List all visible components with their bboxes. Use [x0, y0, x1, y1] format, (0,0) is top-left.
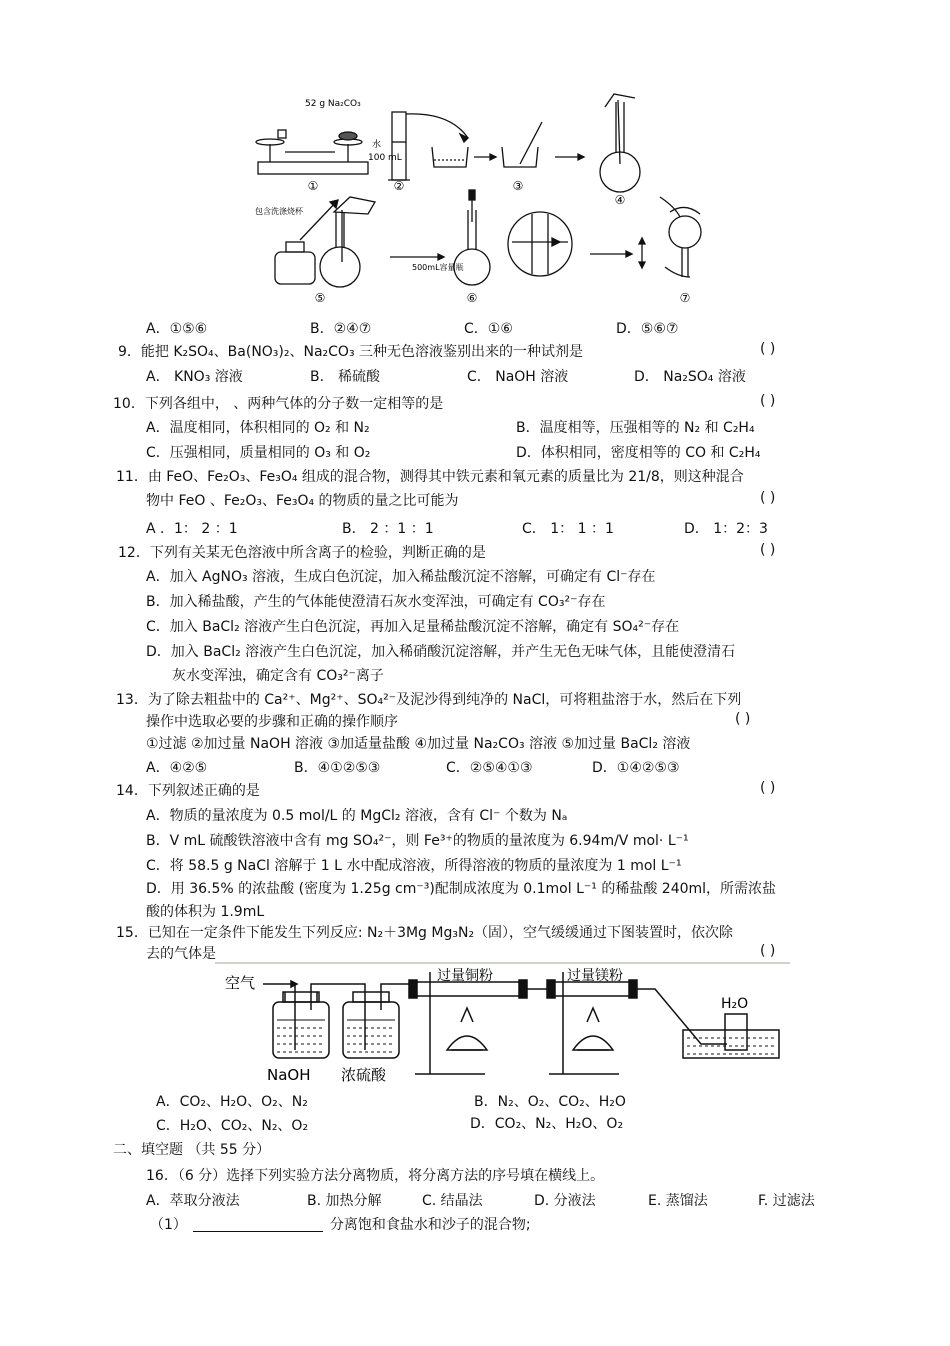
q10-option-c: C．压强相同，质量相同的 O₃ 和 O₂	[146, 445, 371, 461]
q13-answer-paren: ( )	[735, 711, 751, 727]
q15-option-c: C．H₂O、CO₂、N₂、O₂	[156, 1118, 309, 1134]
figure1-step2-label: ②	[393, 179, 405, 193]
q11-stem-line1: 11．由 FeO、Fe₂O₃、Fe₃O₄ 组成的混合物，测得其中铁元素和氧元素的质量比为 21/8，则这种混合	[116, 469, 744, 485]
q11-option-a: A ．1： 2 ：1	[146, 521, 238, 537]
water-label: H₂O	[721, 996, 749, 1012]
q12-option-b: B．加入稀盐酸，产生的气体能使澄清石灰水变浑浊，可确定有 CO₃²⁻存在	[146, 594, 606, 610]
q13-stem-line1: 13．为了除去粗盐中的 Ca²⁺、Mg²⁺、SO₄²⁻及泥沙得到纯净的 NaCl，可将粗盐溶于水，然后在下列	[116, 692, 742, 708]
q16-option-b: B. 加热分解	[307, 1193, 382, 1209]
q8-option-d: D．⑤⑥⑦	[616, 321, 679, 337]
q11-stem-line2: 物中 FeO 、Fe₂O₃、Fe₃O₄ 的物质的量之比可能为	[146, 493, 459, 509]
q8-option-b: B．②④⑦	[310, 321, 372, 337]
q13-option-a: A．④②⑤	[146, 760, 208, 776]
q12-option-a: A．加入 AgNO₃ 溶液，生成白色沉淀，加入稀盐酸沉淀不溶解，可确定有 Cl⁻存在	[146, 569, 656, 585]
q16-stem: 16．（6 分）选择下列实验方法分离物质，将分离方法的序号填在横线上。	[146, 1168, 605, 1184]
figure1-step1-label: ①	[307, 179, 319, 193]
q15-stem-line2: 去的气体是	[146, 946, 216, 962]
q13-stem-line2: 操作中选取必要的步骤和正确的操作顺序	[146, 714, 398, 730]
q12-option-c: C．加入 BaCl₂ 溶液产生白色沉淀，再加入足量稀盐酸沉淀不溶解，确定有 SO₄²⁻存在	[146, 619, 680, 635]
figure1-wash-label: 包含洗涤烧杯	[255, 207, 303, 216]
q15-option-d: D．CO₂、N₂、H₂O、O₂	[470, 1116, 624, 1132]
sulfuric-acid-bottle-label: 浓硫酸	[341, 1066, 387, 1084]
q15-answer-paren: ( )	[760, 943, 776, 959]
q16-option-d: D. 分液法	[534, 1193, 596, 1209]
q9-option-c: C． NaOH 溶液	[467, 369, 569, 385]
q16-option-c: C. 结晶法	[422, 1193, 483, 1209]
q9-answer-paren: ( )	[760, 341, 776, 357]
q16-option-a: A．萃取分液法	[146, 1193, 240, 1209]
q13-option-d: D．①④②⑤③	[592, 760, 680, 776]
q12-option-d-line2: 灰水变浑浊，确定含有 CO₃²⁻离子	[172, 668, 384, 684]
q11-option-b: B． 2 ：1 ：1	[342, 521, 434, 537]
q14-option-b: B．V mL 硫酸铁溶液中含有 mg SO₄²⁻，则 Fe³⁺的物质的量浓度为 6.94m/V mol· L⁻¹	[146, 833, 689, 849]
q13-option-b: B．④①②⑤③	[294, 760, 381, 776]
q13-operations: ①过滤 ②加过量 NaOH 溶液 ③加适量盐酸 ④加过量 Na₂CO₃ 溶液 ⑤加过量 BaCl₂ 溶液	[146, 736, 691, 752]
figure1-volume-label: 100 mL	[368, 153, 402, 163]
figure1-step7-label: ⑦	[679, 291, 691, 305]
figure1-water-label: 水	[372, 140, 382, 150]
q9-stem: 9．能把 K₂SO₄、Ba(NO₃)₂、Na₂CO₃ 三种无色溶液鉴别出来的一种试剂是	[118, 344, 584, 360]
q10-option-a: A．温度相同，体积相同的 O₂ 和 N₂	[146, 420, 370, 436]
figure1-step4-label: ④	[614, 193, 626, 207]
figure1-mass-label: 52 g Na₂CO₃	[305, 99, 361, 109]
figure1-step6-label: ⑥	[466, 291, 478, 305]
q12-stem: 12．下列有关某无色溶液中所含离子的检验，判断正确的是	[118, 545, 486, 561]
q15-option-a: A．CO₂、H₂O、O₂、N₂	[156, 1094, 308, 1110]
q14-option-a: A．物质的量浓度为 0.5 mol/L 的 MgCl₂ 溶液，含有 Cl⁻ 个数为 Nₐ	[146, 808, 568, 824]
q14-option-d-line1: D．用 36.5% 的浓盐酸 (密度为 1.25g cm⁻³)配制成浓度为 0.1mol L⁻¹ 的稀盐酸 240ml，所需浓盐	[146, 881, 777, 897]
q16-sub1-text: 分离饱和食盐水和沙子的混合物;	[329, 1217, 531, 1233]
q10-option-d: D．体积相同，密度相等的 CO 和 C₂H₄	[516, 445, 761, 461]
q15-option-b: B．N₂、O₂、CO₂、H₂O	[474, 1094, 626, 1110]
q11-answer-paren: ( )	[760, 490, 776, 506]
q16-option-e: E. 蒸馏法	[648, 1193, 708, 1209]
q10-option-b: B．温度相等，压强相等的 N₂ 和 C₂H₄	[516, 420, 755, 436]
q10-answer-paren: ( )	[760, 393, 776, 409]
solution-preparation-figure	[250, 92, 720, 307]
q9-option-d: D． Na₂SO₄ 溶液	[634, 369, 746, 385]
q11-option-c: C． 1： 1 ：1	[522, 521, 614, 537]
q16-sub1	[150, 1214, 531, 1234]
figure1-step5-label: ⑤	[314, 291, 326, 305]
q14-option-c: C．将 58.5 g NaCl 溶解于 1 L 水中配成溶液，所得溶液的物质的量浓度为 1 mol L⁻¹	[146, 858, 682, 874]
q8-option-c: C．①⑥	[464, 321, 513, 337]
q16-sub1-number: （1）	[150, 1217, 187, 1233]
q14-option-d-line2: 酸的体积为 1.9mL	[146, 904, 265, 920]
q12-option-d-line1: D．加入 BaCl₂ 溶液产生白色沉淀，加入稀硝酸沉淀溶解，并产生无色无味气体，且能使澄清石	[146, 644, 736, 660]
magnesium-powder-label: 过量镁粉	[567, 968, 623, 984]
naoh-bottle-label: NaOH	[267, 1066, 311, 1084]
copper-powder-label: 过量铜粉	[437, 968, 493, 984]
q14-stem: 14．下列叙述正确的是	[116, 783, 260, 799]
q15-stem-line1: 15．已知在一定条件下能发生下列反应: N₂＋3Mg Mg₃N₂（固），空气缓缓通过下图装置时，依次除	[116, 925, 734, 941]
q11-option-d: D． 1：2：3	[684, 521, 768, 537]
section-2-heading: 二、填空题 （共 55 分）	[113, 1142, 271, 1158]
q14-answer-paren: ( )	[760, 780, 776, 796]
q12-answer-paren: ( )	[760, 542, 776, 558]
q10-stem: 10．下列各组中， 、两种气体的分子数一定相等的是	[113, 396, 444, 412]
q16-option-f: F. 过滤法	[758, 1193, 815, 1209]
q9-option-a: A． KNO₃ 溶液	[146, 369, 243, 385]
q9-option-b: B． 稀硫酸	[310, 369, 381, 385]
figure1-flask-label: 500mL容量瓶	[412, 263, 464, 272]
q16-sub1-answer-blank[interactable]	[193, 1217, 323, 1232]
q13-option-c: C．②⑤④①③	[446, 760, 533, 776]
air-label: 空气	[225, 974, 256, 992]
gas-purification-apparatus-figure	[215, 962, 790, 1084]
q8-option-a: A．①⑤⑥	[146, 321, 208, 337]
figure1-step3-label: ③	[512, 179, 524, 193]
